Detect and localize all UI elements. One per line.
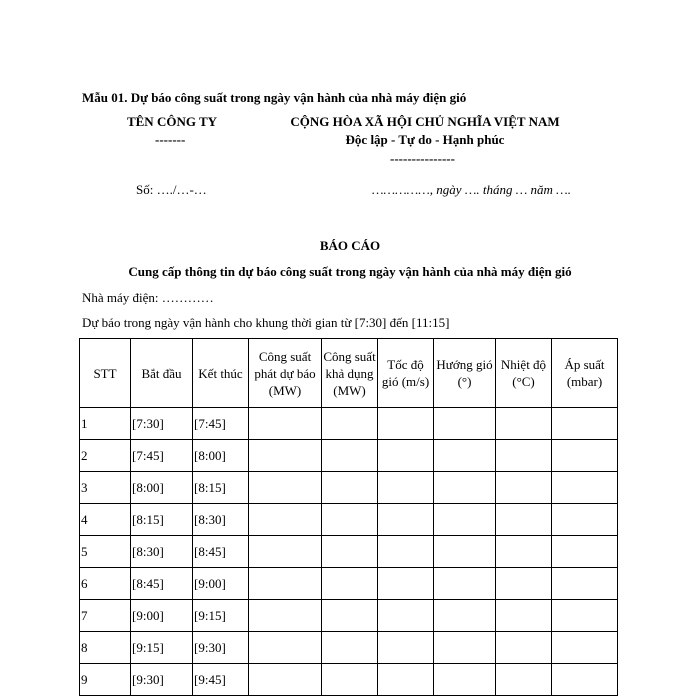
start-time-cell: [7:45]	[131, 440, 193, 472]
temperature-cell	[496, 664, 552, 696]
stt-cell: 9	[80, 664, 131, 696]
available-power-cell	[322, 664, 378, 696]
stt-cell: 2	[80, 440, 131, 472]
column-header-end: Kết thúc	[193, 339, 249, 408]
wind-speed-cell	[378, 600, 434, 632]
national-motto: Độc lập - Tự do - Hạnh phúc	[345, 132, 505, 147]
start-time-cell: [8:00]	[131, 472, 193, 504]
stt-cell: 3	[80, 472, 131, 504]
start-time-cell: [9:30]	[131, 664, 193, 696]
column-header-forecast-power: Công suất phát dự báo (MW)	[249, 339, 322, 408]
start-time-cell: [9:15]	[131, 632, 193, 664]
temperature-cell	[496, 600, 552, 632]
table-row	[80, 536, 618, 568]
column-header-start: Bắt đầu	[131, 339, 193, 408]
plant-line: Nhà máy điện: …………	[82, 290, 214, 305]
report-title: BÁO CÁO	[319, 238, 381, 253]
table-row	[80, 600, 618, 632]
table-row	[80, 504, 618, 536]
table-row	[80, 568, 618, 600]
stt-cell: 1	[80, 408, 131, 440]
column-header-temperature: Nhiệt độ (°C)	[496, 339, 552, 408]
wind-direction-cell	[434, 568, 496, 600]
available-power-cell	[322, 472, 378, 504]
end-time-cell: [8:00]	[193, 440, 249, 472]
table-row	[80, 632, 618, 664]
temperature-cell	[496, 504, 552, 536]
available-power-cell	[322, 568, 378, 600]
forecast-power-cell	[249, 664, 322, 696]
form-title: Mẫu 01. Dự báo công suất trong ngày vận hành của nhà máy điện gió	[82, 90, 467, 105]
report-subtitle: Cung cấp thông tin dự báo công suất trong ngày vận hành của nhà máy điện gió	[128, 264, 572, 279]
wind-direction-cell	[434, 504, 496, 536]
document-number: Số: …./…-…	[136, 182, 207, 197]
table-row	[80, 408, 618, 440]
forecast-power-cell	[249, 504, 322, 536]
start-time-cell: [8:15]	[131, 504, 193, 536]
wind-speed-cell	[378, 568, 434, 600]
motto-divider: ---------------	[390, 151, 455, 166]
stt-cell: 4	[80, 504, 131, 536]
column-header-wind-direction: Hướng gió (°)	[434, 339, 496, 408]
pressure-cell	[552, 440, 618, 472]
end-time-cell: [8:45]	[193, 536, 249, 568]
wind-direction-cell	[434, 440, 496, 472]
wind-direction-cell	[434, 664, 496, 696]
table-row	[80, 664, 618, 696]
available-power-cell	[322, 632, 378, 664]
forecast-power-cell	[249, 568, 322, 600]
pressure-cell	[552, 600, 618, 632]
temperature-cell	[496, 632, 552, 664]
end-time-cell: [8:30]	[193, 504, 249, 536]
start-time-cell: [7:30]	[131, 408, 193, 440]
column-header-available-power: Công suất khả dụng (MW)	[322, 339, 378, 408]
pressure-cell	[552, 504, 618, 536]
column-header-stt: STT	[80, 339, 131, 408]
temperature-cell	[496, 536, 552, 568]
available-power-cell	[322, 504, 378, 536]
wind-speed-cell	[378, 408, 434, 440]
start-time-cell: [8:45]	[131, 568, 193, 600]
stt-cell: 5	[80, 536, 131, 568]
wind-direction-cell	[434, 632, 496, 664]
temperature-cell	[496, 408, 552, 440]
available-power-cell	[322, 440, 378, 472]
company-name: TÊN CÔNG TY	[126, 114, 218, 129]
start-time-cell: [9:00]	[131, 600, 193, 632]
temperature-cell	[496, 472, 552, 504]
wind-speed-cell	[378, 440, 434, 472]
available-power-cell	[322, 408, 378, 440]
start-time-cell: [8:30]	[131, 536, 193, 568]
wind-speed-cell	[378, 664, 434, 696]
company-divider: -------	[155, 132, 186, 147]
nation-name: CỘNG HÒA XÃ HỘI CHỦ NGHĨA VIỆT NAM	[290, 114, 560, 129]
available-power-cell	[322, 600, 378, 632]
forecast-power-cell	[249, 472, 322, 504]
wind-direction-cell	[434, 600, 496, 632]
column-header-pressure: Áp suất (mbar)	[552, 339, 618, 408]
table-row	[80, 440, 618, 472]
timeframe-line: Dự báo trong ngày vận hành cho khung thời gian từ [7:30] đến [11:15]	[82, 315, 450, 330]
stt-cell: 7	[80, 600, 131, 632]
forecast-power-cell	[249, 536, 322, 568]
stt-cell: 6	[80, 568, 131, 600]
wind-speed-cell	[378, 504, 434, 536]
wind-direction-cell	[434, 536, 496, 568]
wind-speed-cell	[378, 472, 434, 504]
forecast-power-cell	[249, 440, 322, 472]
pressure-cell	[552, 632, 618, 664]
end-time-cell: [7:45]	[193, 408, 249, 440]
temperature-cell	[496, 568, 552, 600]
forecast-power-cell	[249, 632, 322, 664]
pressure-cell	[552, 536, 618, 568]
date-line: ……………, ngày …. tháng … năm ….	[372, 182, 571, 197]
column-header-wind-speed: Tốc độ gió (m/s)	[378, 339, 434, 408]
end-time-cell: [9:45]	[193, 664, 249, 696]
forecast-power-cell	[249, 408, 322, 440]
available-power-cell	[322, 536, 378, 568]
table-row	[80, 472, 618, 504]
wind-direction-cell	[434, 408, 496, 440]
wind-direction-cell	[434, 472, 496, 504]
end-time-cell: [8:15]	[193, 472, 249, 504]
end-time-cell: [9:15]	[193, 600, 249, 632]
pressure-cell	[552, 472, 618, 504]
pressure-cell	[552, 568, 618, 600]
wind-speed-cell	[378, 632, 434, 664]
stt-cell: 8	[80, 632, 131, 664]
end-time-cell: [9:30]	[193, 632, 249, 664]
pressure-cell	[552, 664, 618, 696]
forecast-power-cell	[249, 600, 322, 632]
pressure-cell	[552, 408, 618, 440]
wind-speed-cell	[378, 536, 434, 568]
end-time-cell: [9:00]	[193, 568, 249, 600]
temperature-cell	[496, 440, 552, 472]
table-header-row	[80, 339, 618, 408]
forecast-table	[79, 338, 618, 696]
